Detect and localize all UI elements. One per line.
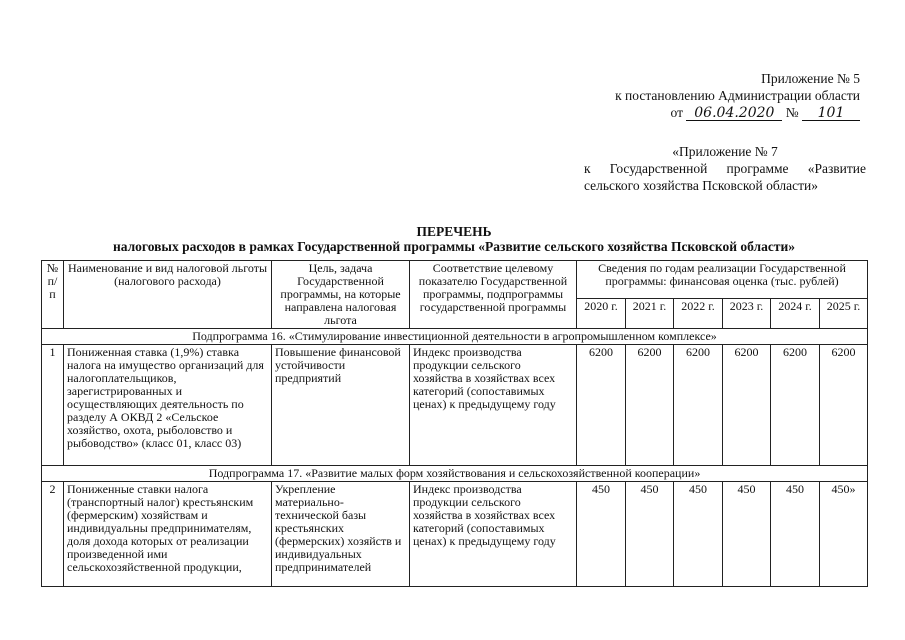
program-reference-line1: к Государственной программе «Развитие	[584, 161, 866, 176]
target-indicator: Индекс производства продукции сельского хозяйства в хозяйствах всех категорий (сопоставимых ценах) к предыдущему году	[410, 482, 577, 587]
year-value: 6200	[626, 345, 674, 466]
table-header-row	[42, 261, 868, 299]
year-value: 450	[626, 482, 674, 587]
tax-benefit-name: Пониженные ставки налога (транспортный налог) крестьянским (фермерским) хозяйствам и индивидуальны предпринимателям, доля дохода которых от реализации произведенной ими сельскохозяйственной продукции,	[64, 482, 272, 587]
col-header-indicator: Соответствие целевому показателю Государственной программы, подпрограммы государственной программы	[410, 261, 577, 329]
tax-expenditures-table	[41, 260, 868, 587]
from-label: от	[670, 105, 683, 120]
col-header-year: 2021 г.	[626, 299, 674, 329]
col-header-year: 2022 г.	[674, 299, 723, 329]
resolution-header	[560, 70, 860, 121]
document-title: ПЕРЕЧЕНЬ	[416, 224, 492, 239]
document-subtitle: налоговых расходов в рамках Государственной программы «Развитие сельского хозяйства Псковской области»	[112, 239, 796, 254]
subprogram-17-row	[42, 466, 868, 482]
year-value: 6200	[723, 345, 771, 466]
subprogram-title: Подпрограмма 16. «Стимулирование инвестиционной деятельности в агропромышленном комплексе»	[42, 329, 868, 345]
row-number: 2	[42, 482, 64, 587]
year-value: 450»	[820, 482, 868, 587]
col-header-year: 2023 г.	[723, 299, 771, 329]
year-value: 450	[674, 482, 723, 587]
appendix-7-label: «Приложение № 7	[672, 144, 778, 159]
tax-benefit-name: Пониженная ставка (1,9%) ставка налога на имущество организаций для налогоплательщиков, зарегистрированных и осуществляющих деятельность по разделу А ОКВД 2 «Сельское хозяйство, охота, рыболовство и рыбоводство» (класс 01, класс 03)	[64, 345, 272, 466]
resolution-date-number	[560, 104, 860, 121]
year-value: 6200	[674, 345, 723, 466]
program-appendix-header	[584, 143, 866, 194]
appendix-5-label: Приложение № 5	[761, 71, 860, 86]
year-value: 450	[577, 482, 626, 587]
table-row	[42, 482, 868, 587]
col-header-year: 2025 г.	[820, 299, 868, 329]
subprogram-16-row	[42, 329, 868, 345]
year-value: 450	[771, 482, 820, 587]
year-value: 6200	[771, 345, 820, 466]
col-header-goal: Цель, задача Государственной программы, на которые направлена налоговая льгота	[272, 261, 410, 329]
handwritten-date: 06.04.2020	[686, 106, 782, 121]
number-label: №	[785, 105, 799, 120]
row-number: 1	[42, 345, 64, 466]
subprogram-title: Подпрограмма 17. «Развитие малых форм хозяйствования и сельскохозяйственной кооперации»	[42, 466, 868, 482]
program-goal: Укрепление материально-технической базы крестьянских (фермерских) хозяйств и индивидуальных предпринимателей	[272, 482, 410, 587]
year-value: 6200	[577, 345, 626, 466]
resolution-reference: к постановлению Администрации области	[615, 88, 860, 103]
year-value: 6200	[820, 345, 868, 466]
col-header-year: 2024 г.	[771, 299, 820, 329]
target-indicator: Индекс производства продукции сельского хозяйства в хозяйствах всех категорий (сопоставимых ценах) к предыдущему году	[410, 345, 577, 466]
col-header-num: № п/п	[42, 261, 64, 329]
col-header-finance: Сведения по годам реализации Государственной программы: финансовая оценка (тыс. рублей)	[577, 261, 868, 299]
col-header-name: Наименование и вид налоговой льготы (налогового расхода)	[64, 261, 272, 329]
table-row	[42, 345, 868, 466]
col-header-year: 2020 г.	[577, 299, 626, 329]
year-value: 450	[723, 482, 771, 587]
program-goal: Повышение финансовой устойчивости предприятий	[272, 345, 410, 466]
program-reference-line2: сельского хозяйства Псковской области»	[584, 178, 818, 193]
handwritten-number: 101	[802, 106, 860, 121]
